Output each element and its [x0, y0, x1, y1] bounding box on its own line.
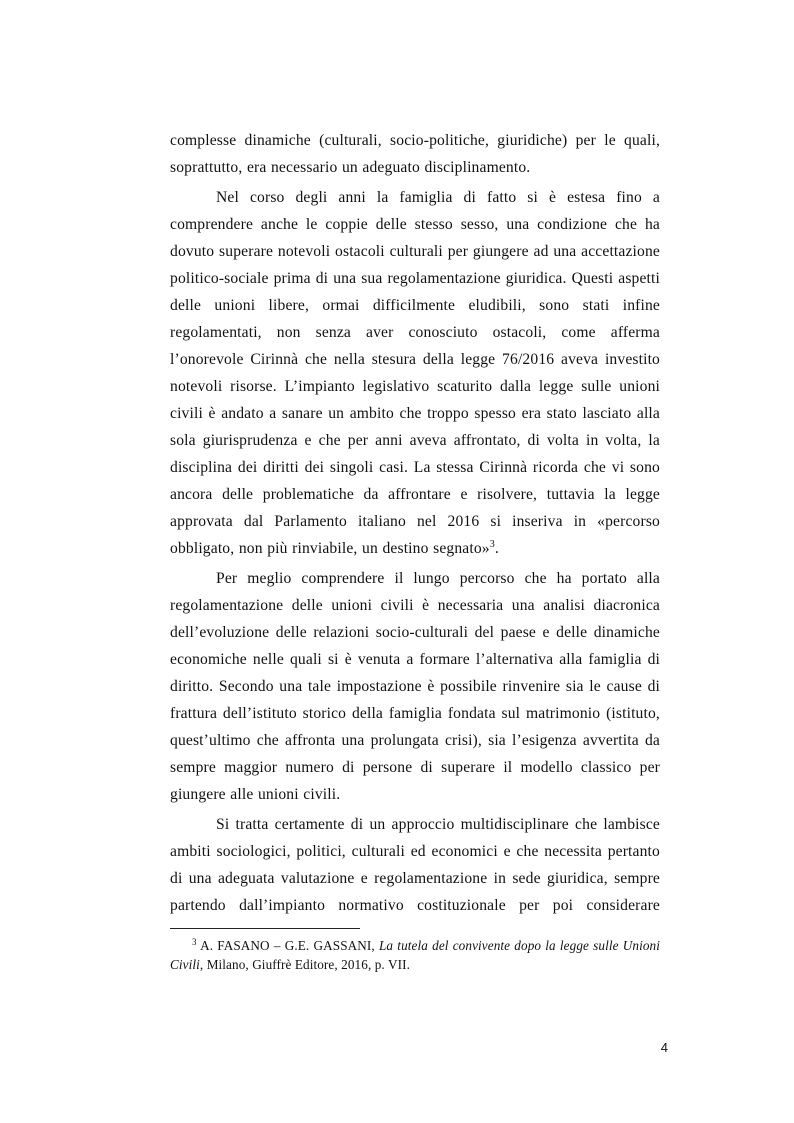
footnote-separator [170, 928, 360, 929]
paragraph-text: Nel corso degli anni la famiglia di fatto si è estesa fino a comprendere anche le coppie delle stesso sesso, una condizione che ha dovuto superare notevoli ostacoli culturali per giungere ad una accettazione politico-sociale prima di una sua regolamentazione giuridica. Questi aspetti delle unioni libere, ormai difficilmente eludibili, sono stati infine regolamentati, non senza aver conosciuto ostacoli, come afferma l’onorevole Cirinnà che nella stesura della legge 76/2016 aveva investito notevoli risorse. L’impianto legislativo scaturito dalla legge sulle unioni civili è andato a sanare un ambito che troppo spesso era stato lasciato alla sola giurisprudenza e che per anni aveva affrontato, di volta in volta, la disciplina dei diritti dei singoli casi. La stessa Cirinnà ricorda che vi sono ancora delle problematiche da affrontare e risolvere, tuttavia la legge approvata dal Parlamento italiano nel 2016 si inseriva in «percorso obbligato, non più rinviabile, un destino segnato» [170, 189, 660, 557]
page-number: 4 [660, 1040, 668, 1055]
paragraph-multidisciplinary: Si tratta certamente di un approccio multidisciplinare che lambisce ambiti sociologici, politici, culturali ed economici e che necessita pertanto di una adeguata valutazione e regolamentazione in sede giuridica, sempre partendo dall’impianto normativo costituzionale per poi considerare [170, 816, 660, 914]
paragraph-family-evolution [170, 184, 660, 562]
footnote [170, 936, 660, 974]
paragraph-text-end: . [494, 540, 499, 557]
paragraph-diachronic-analysis: Per meglio comprendere il lungo percorso che ha portato alla regolamentazione delle unioni civili è necessaria una analisi diacronica dell’evoluzione delle relazioni socio-culturali del paese e delle dinamiche economiche nelle quali si è venuta a formare l’alternativa alla famiglia di diritto. Secondo una tale impostazione è possibile rinvenire sia le cause di frattura dell’istituto storico della famiglia fondata sul matrimonio (istituto, quest’ultimo che affronta una prolungata crisi), sia l’esigenza avvertita da sempre maggior numero di persone di superare il modello classico per giungere alle unioni civili. [170, 570, 660, 803]
footnote-title: La tutela del convivente dopo la legge sulle Unioni Civili [170, 938, 661, 972]
footnote-authors: A. FASANO – G.E. GASSANI, [200, 938, 375, 953]
paragraph-continued: complesse dinamiche (culturali, socio-politiche, giuridiche) per le quali, soprattutto, era necessario un adeguato disciplinamento. [170, 132, 660, 176]
footnote-number: 3 [192, 937, 197, 947]
body-text [170, 127, 660, 919]
footnote-reference[interactable]: 3 [489, 539, 495, 550]
footnote-publisher: , Milano, Giuffrè Editore, 2016, p. VII. [199, 957, 410, 972]
